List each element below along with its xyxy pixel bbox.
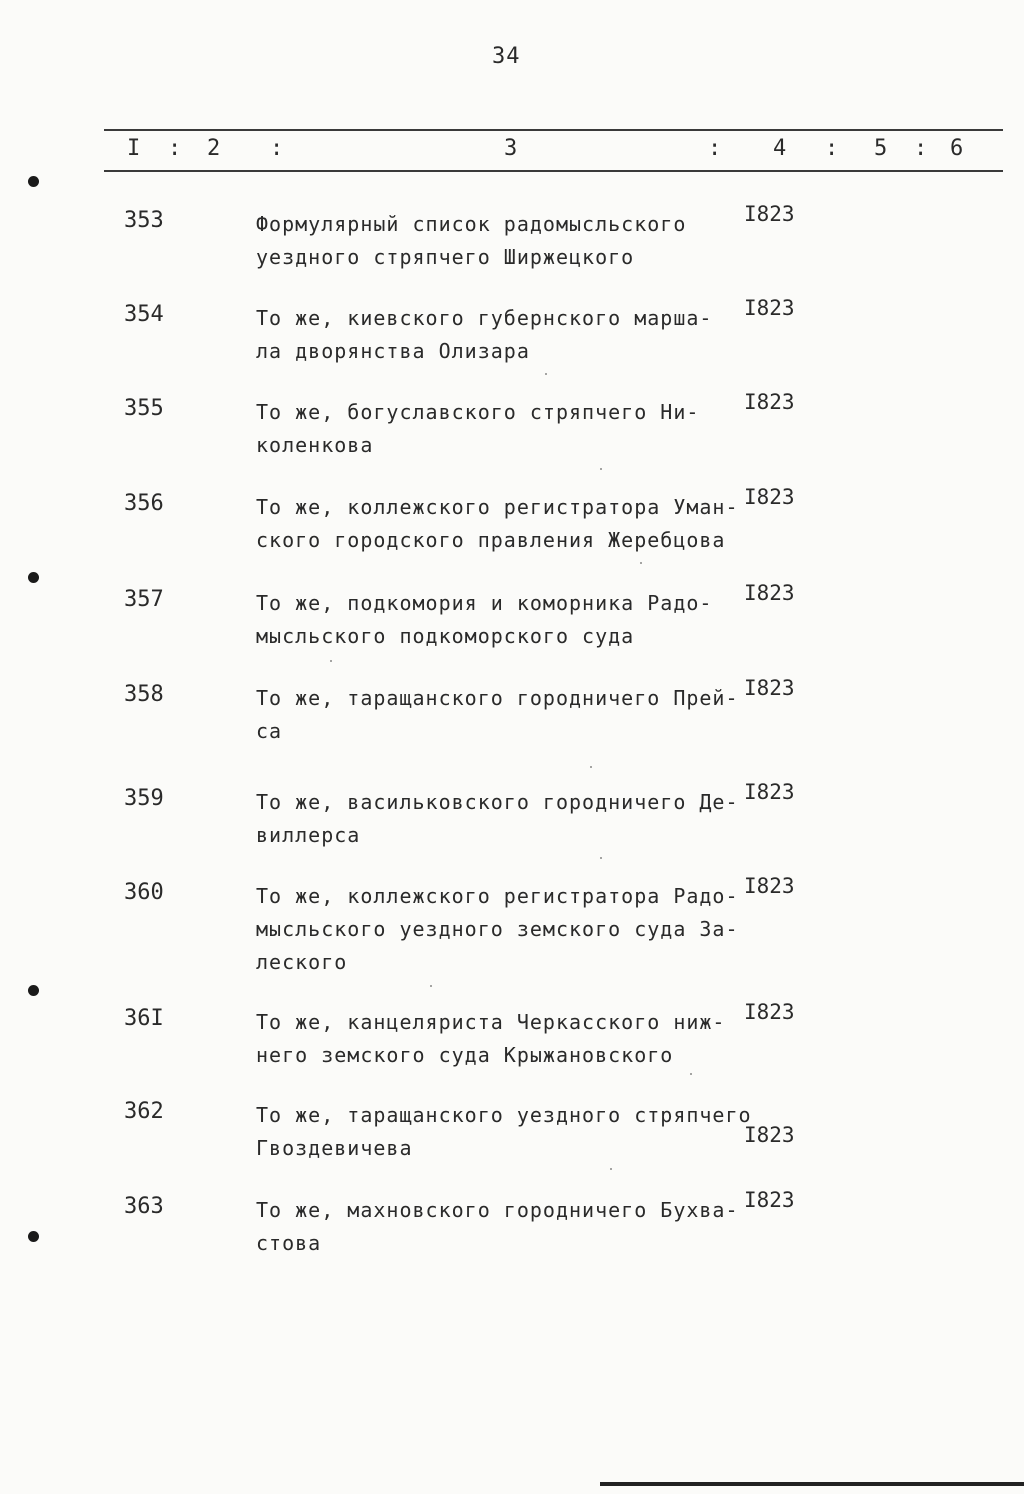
- description-line: уездного стряпчего Ширжецкого: [256, 245, 635, 269]
- entry-year: I823: [744, 202, 795, 226]
- column-separator: :: [708, 136, 722, 161]
- column-separator: :: [168, 136, 182, 161]
- table-row: [0, 581, 1024, 677]
- entry-number: 363: [124, 1194, 164, 1219]
- entry-year: I823: [744, 1000, 795, 1024]
- binder-hole-mark: [28, 1231, 39, 1242]
- page-number: 34: [492, 44, 521, 69]
- scan-speck: [590, 766, 592, 768]
- scan-speck: [640, 562, 642, 564]
- description-line: ла дворянства Олизара: [256, 339, 530, 363]
- entry-year: I823: [744, 485, 795, 509]
- entry-description: [256, 491, 741, 557]
- description-line: То же, таращанского городничего Прей-: [256, 686, 739, 710]
- entry-number: 358: [124, 682, 164, 707]
- description-line: То же, киевского губернского марша-: [256, 306, 713, 330]
- description-line: То же, богуславского стряпчего Ни-: [256, 400, 700, 424]
- description-line: стова: [256, 1231, 322, 1255]
- entry-description: [256, 1099, 756, 1165]
- table-row: [0, 1000, 1024, 1096]
- entry-description: [256, 208, 741, 274]
- column-separator: :: [914, 136, 928, 161]
- description-line: са: [256, 719, 283, 743]
- entry-year: I823: [744, 874, 795, 898]
- entry-number: 353: [124, 208, 164, 233]
- description-line: мысльского уездного земского суда За-: [256, 917, 739, 941]
- entry-description: [256, 1006, 741, 1072]
- entry-number: 355: [124, 396, 164, 421]
- description-line: То же, подкомория и коморника Радо-: [256, 591, 713, 615]
- table-row: [0, 296, 1024, 392]
- entry-year: I823: [744, 390, 795, 414]
- description-line: леского: [256, 950, 348, 974]
- entry-number: 359: [124, 786, 164, 811]
- scan-speck: [690, 1073, 692, 1075]
- scan-speck: [600, 468, 602, 470]
- entry-number: 354: [124, 302, 164, 327]
- entry-year: I823: [744, 780, 795, 804]
- table-row: [0, 485, 1024, 581]
- description-line: Гвоздевичева: [256, 1136, 413, 1160]
- column-header-4: 4: [773, 136, 787, 161]
- entry-number: 36I: [124, 1006, 164, 1031]
- entry-description: [256, 786, 741, 852]
- entry-description: [256, 396, 741, 462]
- column-header-1: I: [127, 136, 141, 161]
- description-line: ского городского правления Жеребцова: [256, 528, 726, 552]
- table-row: [0, 1188, 1024, 1284]
- entry-number: 362: [124, 1099, 164, 1124]
- table-row: [0, 390, 1024, 486]
- column-header-6: 6: [950, 136, 964, 161]
- table-row: [0, 874, 1024, 990]
- entry-year: I823: [744, 676, 795, 700]
- description-line: мысльского подкоморского суда: [256, 624, 635, 648]
- entry-year: I823: [744, 1123, 795, 1147]
- entry-description: [256, 682, 741, 748]
- column-header-2: 2: [207, 136, 221, 161]
- table-row: [0, 676, 1024, 772]
- description-line: Формулярный список радомысльского: [256, 212, 687, 236]
- header-top-rule: [104, 129, 1003, 131]
- binder-hole-mark: [28, 176, 39, 187]
- scan-speck: [545, 373, 547, 375]
- description-line: То же, васильковского городничего Де-: [256, 790, 739, 814]
- entry-description: [256, 880, 741, 979]
- scan-speck: [600, 857, 602, 859]
- column-header-5: 5: [874, 136, 888, 161]
- description-line: То же, коллежского регистратора Радо-: [256, 884, 739, 908]
- description-line: То же, канцеляриста Черкасского ниж-: [256, 1010, 726, 1034]
- entry-number: 356: [124, 491, 164, 516]
- column-separator: :: [825, 136, 839, 161]
- description-line: виллерса: [256, 823, 361, 847]
- entry-year: I823: [744, 1188, 795, 1212]
- scan-speck: [610, 1168, 612, 1170]
- scan-speck: [430, 985, 432, 987]
- scan-speck: [330, 660, 332, 662]
- header-bottom-rule: [104, 170, 1003, 172]
- description-line: То же, таращанского уездного стряпчего: [256, 1103, 752, 1127]
- scan-edge-line: [600, 1482, 1024, 1486]
- entry-description: [256, 587, 741, 653]
- description-line: него земского суда Крыжановского: [256, 1043, 674, 1067]
- entry-description: [256, 1194, 741, 1260]
- entry-year: I823: [744, 296, 795, 320]
- binder-hole-mark: [28, 572, 39, 583]
- description-line: То же, махновского городничего Бухва-: [256, 1198, 739, 1222]
- description-line: То же, коллежского регистратора Уман-: [256, 495, 739, 519]
- column-header-3: 3: [504, 136, 518, 161]
- description-line: коленкова: [256, 433, 374, 457]
- entry-number: 357: [124, 587, 164, 612]
- table-row: [0, 780, 1024, 876]
- entry-number: 360: [124, 880, 164, 905]
- entry-year: I823: [744, 581, 795, 605]
- column-separator: :: [270, 136, 284, 161]
- table-row: [0, 202, 1024, 298]
- binder-hole-mark: [28, 985, 39, 996]
- entry-description: [256, 302, 741, 368]
- table-row: [0, 1099, 1024, 1189]
